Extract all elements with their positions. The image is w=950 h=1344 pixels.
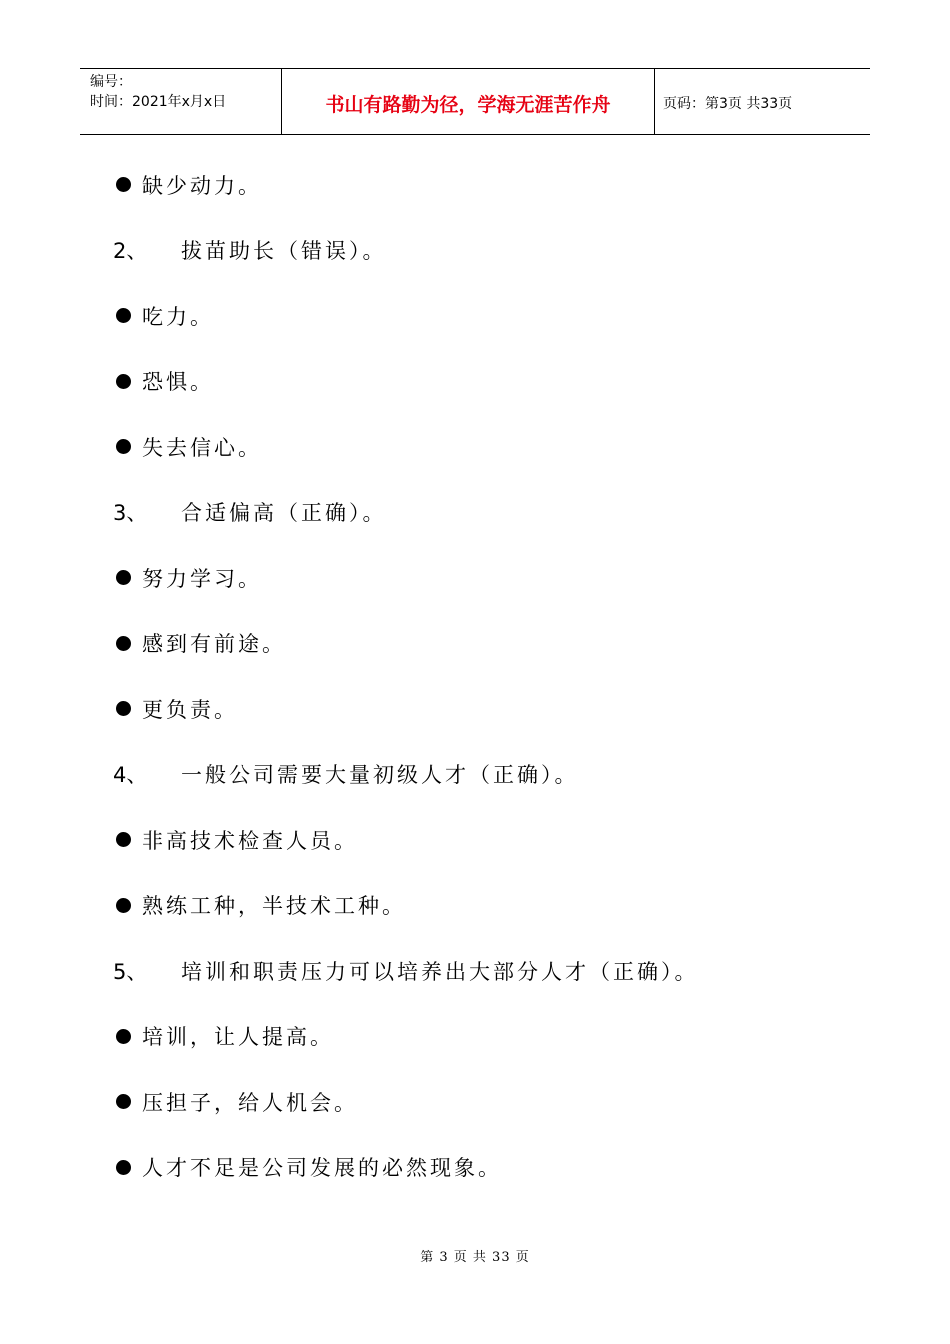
bullet-item: [113, 414, 873, 480]
item-text: 吃力。: [142, 304, 214, 329]
numbered-item: [113, 742, 873, 808]
bullet-dot-icon: [116, 636, 131, 651]
header-page-cell: [655, 69, 870, 134]
item-text: 压担子，给人机会。: [142, 1090, 358, 1115]
bullet-dot-icon: [116, 832, 131, 847]
item-number: 4、: [113, 763, 148, 788]
bullet-dot-icon: [116, 308, 131, 323]
motto-text: 书山有路勤为径，学海无涯苦作舟: [325, 94, 611, 116]
item-text: 熟练工种，半技术工种。: [142, 894, 406, 919]
item-text: 感到有前途。: [142, 632, 286, 657]
bullet-dot-icon: [116, 374, 131, 389]
header-page-info: 页码：第3页 共33页: [663, 95, 793, 112]
bullet-dot-icon: [116, 439, 131, 454]
bullet-item: [113, 611, 873, 677]
page-footer: [0, 1246, 950, 1265]
bullet-item: [113, 283, 873, 349]
date-label: 时间：2021年x月x日: [90, 94, 227, 110]
bullet-dot-icon: [116, 177, 131, 192]
item-text: 恐惧。: [142, 370, 214, 395]
numbered-item: [113, 480, 873, 546]
bullet-item: [113, 1004, 873, 1070]
bullet-dot-icon: [116, 1160, 131, 1175]
serial-number-label: 编号：: [90, 74, 132, 90]
item-text: 培训，让人提高。: [142, 1025, 334, 1050]
item-text: 努力学习。: [142, 566, 262, 591]
item-text: 拔苗助长（错误）。: [181, 239, 387, 264]
item-text: 更负责。: [142, 697, 238, 722]
bullet-item: [113, 1135, 873, 1201]
header-motto-cell: [282, 69, 655, 134]
bullet-item: [113, 873, 873, 939]
numbered-item: [113, 218, 873, 284]
footer-page-number: 第 3 页 共 33 页: [420, 1250, 530, 1265]
document-body: [113, 152, 873, 1200]
bullet-item: [113, 545, 873, 611]
item-text: 缺少动力。: [142, 173, 262, 198]
item-text: 人才不足是公司发展的必然现象。: [142, 1156, 502, 1181]
bullet-dot-icon: [116, 570, 131, 585]
item-text: 合适偏高（正确）。: [181, 501, 387, 526]
bullet-dot-icon: [116, 1029, 131, 1044]
item-text: 一般公司需要大量初级人才（正确）。: [181, 763, 579, 788]
item-text: 培训和职责压力可以培养出大部分人才（正确）。: [181, 959, 699, 984]
item-text: 非高技术检查人员。: [142, 828, 358, 853]
bullet-dot-icon: [116, 898, 131, 913]
bullet-item: [113, 807, 873, 873]
bullet-item: [113, 1069, 873, 1135]
page-header: [80, 68, 870, 135]
numbered-item: [113, 938, 873, 1004]
bullet-item: [113, 152, 873, 218]
bullet-item: [113, 349, 873, 415]
item-number: 5、: [113, 959, 148, 984]
item-number: 2、: [113, 239, 148, 264]
bullet-dot-icon: [116, 1094, 131, 1109]
bullet-dot-icon: [116, 701, 131, 716]
header-meta-cell: [80, 69, 282, 134]
bullet-item: [113, 676, 873, 742]
item-number: 3、: [113, 501, 148, 526]
item-text: 失去信心。: [142, 435, 262, 460]
